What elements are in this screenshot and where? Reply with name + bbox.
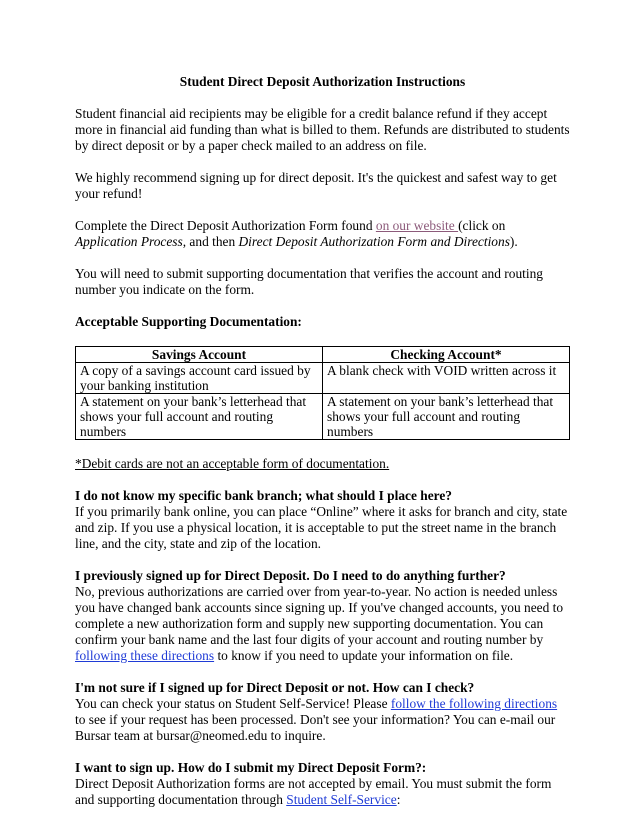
checking-header: Checking Account*: [323, 347, 570, 363]
footnote: *Debit cards are not an acceptable form of documentation.: [75, 456, 390, 471]
faq-question-check: I'm not sure if I signed up for Direct Deposit or not. How can I check?: [75, 680, 475, 695]
form-instructions-mid2: , and then: [182, 234, 239, 249]
form-instructions-post: ).: [509, 234, 518, 249]
form-instructions-mid: (click on: [458, 218, 506, 233]
answer-check-pre: You can check your status on Student Self-Service! Please: [75, 696, 391, 711]
documentation-table: [75, 346, 570, 440]
answer-signup-post: :: [396, 792, 401, 807]
table-cell: A statement on your bank’s letterhead that shows your full account and routing numbers: [76, 394, 323, 440]
table-row: [76, 394, 570, 440]
answer-check-post: to see if your request has been processed. Don't see your information? You can e-mail our Bursar team at bursar@neomed.edu to inquire.: [75, 712, 556, 743]
savings-header: Savings Account: [76, 347, 323, 363]
table-row: [76, 363, 570, 394]
table-cell: A statement on your bank’s letterhead that shows your full account and routing numbers: [323, 394, 570, 440]
docs-heading: Acceptable Supporting Documentation:: [75, 314, 302, 329]
faq-answer-previous: [75, 584, 570, 664]
website-link[interactable]: on our website: [375, 218, 459, 233]
follow-directions-link[interactable]: follow the following directions: [390, 696, 558, 711]
faq-answer-branch: If you primarily bank online, you can place “Online” where it asks for branch and city, state and zip. If you use a physical location, it is acceptable to put the street name in the branch line, and the city, state and zip of the location.: [75, 504, 568, 551]
recommendation-paragraph: We highly recommend signing up for direct deposit. It's the quickest and safest way to get your refund!: [75, 170, 557, 201]
table-cell: A blank check with VOID written across it: [323, 363, 570, 394]
table-cell: A copy of a savings account card issued by your banking institution: [76, 363, 323, 394]
form-instructions-pre: Complete the Direct Deposit Authorization Form found: [75, 218, 376, 233]
form-instructions-paragraph: [75, 218, 570, 250]
intro-paragraph: Student financial aid recipients may be eligible for a credit balance refund if they accept more in financial aid funding than what is billed to them. Refunds are distributed to students by direct deposit or by a paper check mailed to an address on file.: [75, 106, 570, 153]
answer-previous-pre: No, previous authorizations are carried over from year-to-year. No action is needed unless you have changed bank accounts since signing up. If you've changed accounts, you need to complete a new authorization form and supply new supporting documentation. You can confirm your bank name and the last four digits of your account and routing number by: [75, 584, 564, 647]
document-page: [75, 74, 570, 824]
table-header-row: [76, 347, 570, 363]
following-directions-link[interactable]: following these directions: [75, 648, 215, 663]
student-self-service-link[interactable]: Student Self-Service: [286, 792, 397, 807]
application-process-text: Application Process: [75, 234, 183, 249]
form-directions-text: Direct Deposit Authorization Form and Directions: [238, 234, 510, 249]
faq-question-signup: I want to sign up. How do I submit my Direct Deposit Form?:: [75, 760, 427, 775]
documentation-paragraph: You will need to submit supporting documentation that verifies the account and routing number you indicate on the form.: [75, 266, 543, 297]
faq-answer-signup: [75, 776, 570, 808]
faq-answer-check: [75, 696, 570, 744]
faq-question-branch: I do not know my specific bank branch; what should I place here?: [75, 488, 452, 503]
faq-question-previous: I previously signed up for Direct Deposit. Do I need to do anything further?: [75, 568, 506, 583]
page-title: Student Direct Deposit Authorization Instructions: [179, 74, 466, 89]
answer-previous-post: to know if you need to update your information on file.: [214, 648, 514, 663]
answer-signup-pre: Direct Deposit Authorization forms are not accepted by email. You must submit the form and supporting documentation through: [75, 776, 552, 807]
